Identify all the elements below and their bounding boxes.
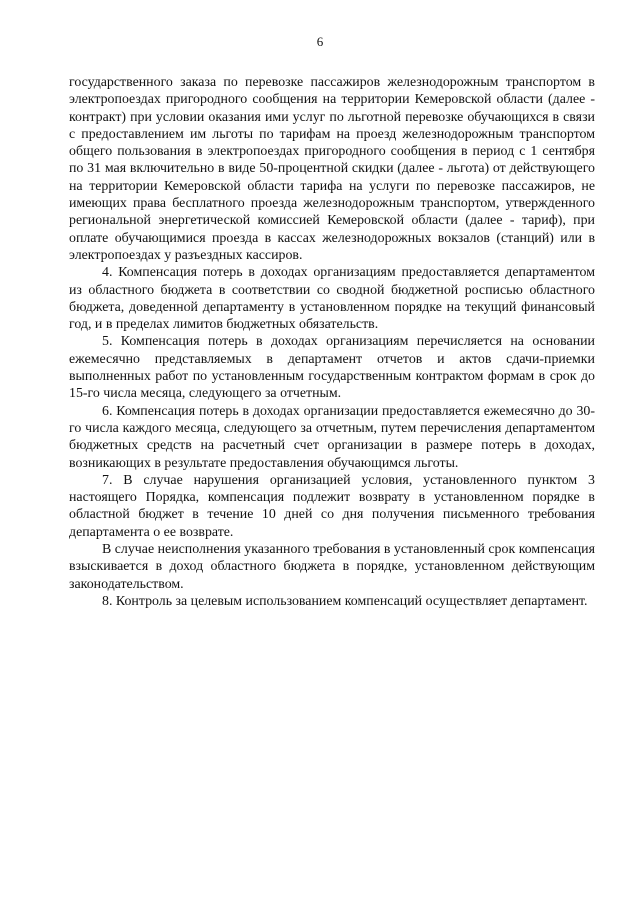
paragraph-item-5: 5. Компенсация потерь в доходах организациям перечисляется на основании ежемесячно представляемых в департамент отчетов и актов сдачи-приемки выполненных работ по установленным государственным контрактом формам в срок до 15-го числа месяца, следующего за отчетным. — [69, 334, 595, 402]
paragraph-item-4: 4. Компенсация потерь в доходах организациям предоставляется департаментом из областного бюджета в соответствии со сводной бюджетной росписью областного бюджета, доведенной департаменту в установленном порядке на текущий финансовый год, и в пределах лимитов бюджетных обязательств. — [69, 265, 595, 333]
paragraph-continuation: государственного заказа по перевозке пассажиров железнодорожным транспортом в электропоездах пригородного сообщения на территории Кемеровской области (далее - контракт) при условии оказания ими услуг по льготной перевозке обучающихся в связи с предоставлением им льготы по тарифам на проезд железнодорожным транспортом общего пользования в электропоездах пригородного сообщения в период с 1 сентября по 31 мая включительно в виде 50-процентной скидки (далее - льгота) от действующего на территории Кемеровской области тарифа на услуги по перевозке пассажиров, не имеющих права бесплатного проезда железнодорожным транспортом, утвержденного региональной энергетической комиссией Кемеровской области (далее - тариф), при оплате обучающимися проезда в кассах железнодорожных вокзалов (станций) или в электропоездах у разъездных кассиров. — [69, 75, 595, 263]
paragraph-item-7: 7. В случае нарушения организацией условия, установленного пунктом 3 настоящего Порядка, компенсация подлежит возврату в установленном порядке в областной бюджет в течение 10 дней со дня получения письменного требования департамента о ее возврате. — [69, 472, 595, 540]
paragraph-item-7-continuation: В случае неисполнения указанного требования в установленный срок компенсация взыскивается в доход областного бюджета в порядке, установленном действующим законодательством. — [69, 542, 595, 592]
document-body — [69, 74, 595, 610]
page-number: 6 — [316, 34, 324, 49]
paragraph-item-8: 8. Контроль за целевым использованием компенсаций осуществляет департамент. — [102, 593, 588, 609]
paragraph-item-6: 6. Компенсация потерь в доходах организации предоставляется ежемесячно до 30-го числа каждого месяца, следующего за отчетным, путем перечисления департаментом бюджетных средств на расчетный счет организации в размере потерь в доходах, возникающих в результате предоставления обучающимся льготы. — [69, 403, 595, 471]
